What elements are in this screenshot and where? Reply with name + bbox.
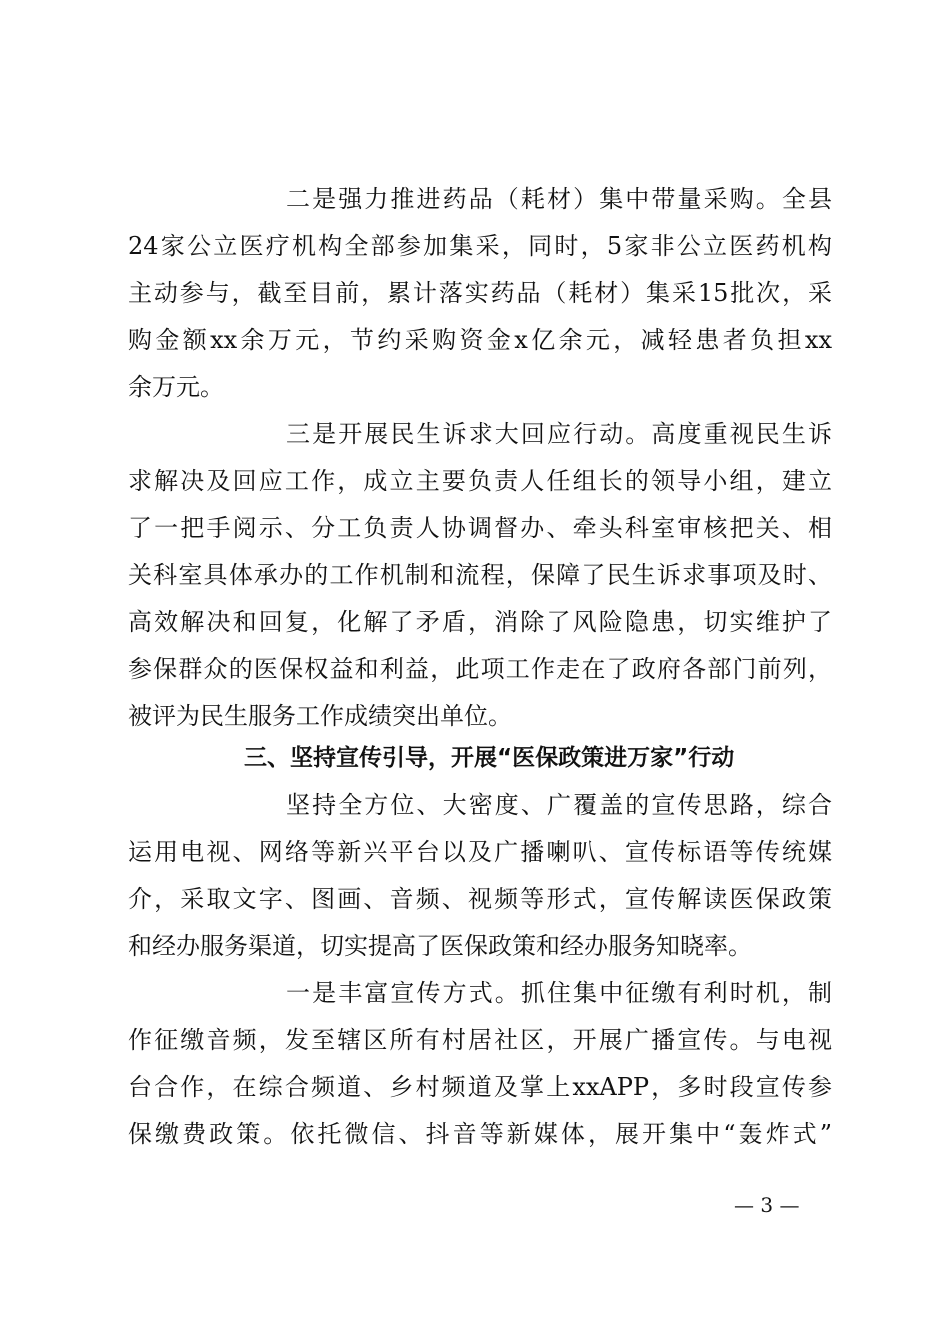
- section-heading: 三、坚持宣传引导，开展“医保政策进万家”行动: [244, 745, 735, 771]
- paragraph-1-line-5: 余万元。: [128, 373, 224, 401]
- paragraph-3-line-2: 运用电视、网络等新兴平台以及广播喇叭、宣传标语等传统媒: [128, 838, 832, 866]
- paragraph-2-line-1: 三是开展民生诉求大回应行动。高度重视民生诉: [286, 420, 832, 448]
- paragraph-1-line-3: 主动参与，截至目前，累计落实药品（耗材）集采15批次，采: [128, 279, 832, 307]
- paragraph-2-line-3: 了一把手阅示、分工负责人协调督办、牵头科室审核把关、相: [128, 514, 832, 542]
- paragraph-2-line-6: 参保群众的医保权益和利益，此项工作走在了政府各部门前列，: [128, 655, 832, 683]
- paragraph-4-line-3: 台合作，在综合频道、乡村频道及掌上xxAPP，多时段宣传参: [128, 1073, 832, 1101]
- paragraph-4-line-1: 一是丰富宣传方式。抓住集中征缴有利时机，制: [286, 979, 832, 1007]
- paragraph-2-line-4: 关科室具体承办的工作机制和流程，保障了民生诉求事项及时、: [128, 561, 832, 589]
- paragraph-3-line-4: 和经办服务渠道，切实提高了医保政策和经办服务知晓率。: [128, 932, 752, 960]
- paragraph-1-line-1: 二是强力推进药品（耗材）集中带量采购。全县: [286, 185, 832, 213]
- paragraph-2-line-5: 高效解决和回复，化解了矛盾，消除了风险隐患，切实维护了: [128, 608, 832, 636]
- paragraph-2-line-2: 求解决及回应工作，成立主要负责人任组长的领导小组，建立: [128, 467, 832, 495]
- paragraph-4-line-4: 保缴费政策。依托微信、抖音等新媒体，展开集中“轰炸式”: [128, 1120, 832, 1148]
- paragraph-1-line-2: 24家公立医疗机构全部参加集采，同时，5家非公立医药机构: [128, 232, 832, 260]
- paragraph-3-line-3: 介，采取文字、图画、音频、视频等形式，宣传解读医保政策: [128, 885, 832, 913]
- paragraph-4-line-2: 作征缴音频，发至辖区所有村居社区，开展广播宣传。与电视: [128, 1026, 832, 1054]
- page-number: — 3 —: [734, 1193, 800, 1217]
- paragraph-2-line-7: 被评为民生服务工作成绩突出单位。: [128, 702, 512, 730]
- paragraph-1-line-4: 购金额xx余万元，节约采购资金x亿余元，减轻患者负担xx: [128, 326, 832, 354]
- paragraph-3-line-1: 坚持全方位、大密度、广覆盖的宣传思路，综合: [286, 791, 832, 819]
